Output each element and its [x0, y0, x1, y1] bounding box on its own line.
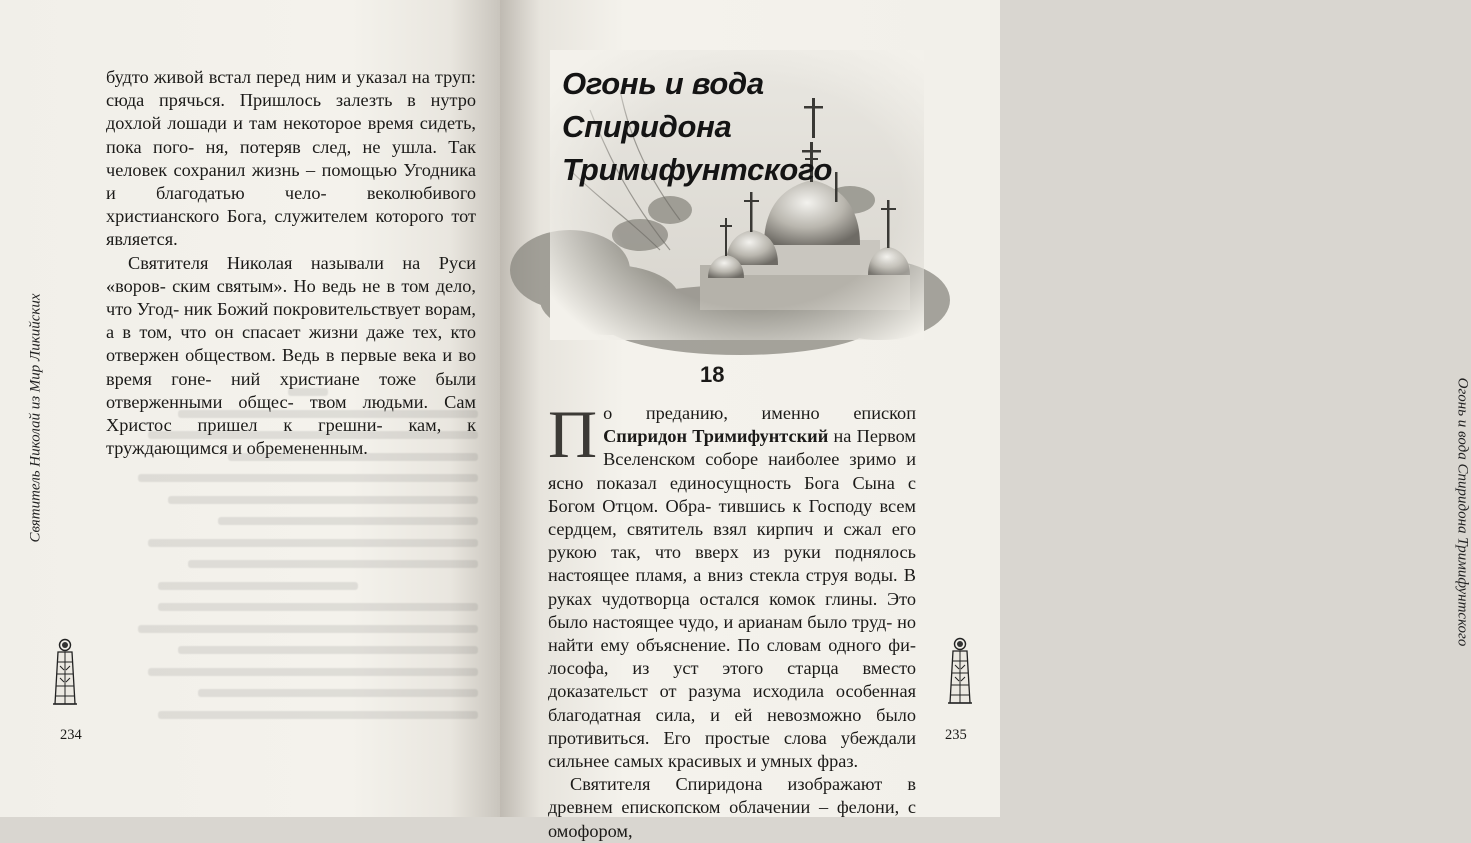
right-page: Огонь и вода Спиридона Тримифунтского 235 [500, 0, 1000, 817]
page-number-right: 235 [945, 727, 967, 743]
right-paragraph-1: По преданию, именно епископ Спиридон Тримифунтский на Первом Вселенском соборе наиболее зримо и ясно показал единосущность Бога Сына с Богом Отцом. Обра- тившись к Господу всем сердцем, святитель взял кирпич и сжал его рукою так, что вверх из руки поднялось настоящее пламя, а вниз стекла струя воды. В руках чудотворца остался комок глины. Это было настоящее чудо, и арианам было труд- но найти ему объяснение. По словам одного фи- лософа, из уст этого старца вместо доказательст от разума исходила особенная благодатная сила, и ей невозможно было противиться. Его простые слова убеждали сильнее самых красивых и умных фраз. [548, 396, 917, 772]
saint-figure-icon [50, 638, 80, 708]
left-paragraph-1: будто живой встал перед ним и указал на труп: сюда прячься. Пришлось залезть в нутро дохлой лошади и там некоторое время сидеть, пока пого- ня, потеряв след, не ушла. Так человек сохранил жизнь – помощью Угодника и благодатью чело- веколюбивого христианского Бога, служителем которого тот является. [106, 67, 476, 250]
left-page: будто живой встал перед ним и указал на труп: сюда прячься. Пришлось залезть в нутро дохлой лошади и там некоторое время сидеть, пока пого- ня, потеряв след, не ушла. Так человек сохранил жизнь – помощью Угодника и благодатью чело- веколюбивого христианского Бога, служителем которого тот является. Святителя Николая называли на Руси «воров- ским святым». Но ведь не в том дело, что Угод- ник Божий покровительствует ворам, а в том, что он спасает жизни даже тех, кто отвержен обществом. Ведь в первые века и во время гоне- ний христиане тоже были отверженными общес- твом людьми. Сам Христос пришел к грешни- кам, к труждающимся и обремененным. Святитель Николай из Мир Ликийских 234 [0, 0, 500, 817]
bold-saint-name: Спиридон Тримифунтский [603, 426, 829, 447]
right-page-body [548, 396, 917, 843]
drop-cap: П [548, 396, 598, 472]
saint-figure-icon [945, 637, 975, 707]
show-through-texture [108, 380, 478, 724]
page-number-left: 234 [60, 727, 82, 743]
chapter-number: 18 [700, 362, 725, 387]
left-paragraph-2: Святителя Николая называли на Руси «воров- ским святым». Но ведь не в том дело, что Угод- ник Божий покровительствует ворам, а в том, что он спасает жизни даже тех, кто отвержен обществом. Ведь в первые века и во время гоне- ний христиане тоже были отверженными общес- твом людьми. Сам Христос пришел к грешни- кам, к труждающимся и обремененным. [106, 252, 477, 459]
chapter-title: Огонь и вода Спиридона Тримифунтского [562, 66, 833, 187]
right-paragraph-2: Святителя Спиридона изображают в древнем епископском облачении – фелони, с омофором, [548, 774, 916, 841]
